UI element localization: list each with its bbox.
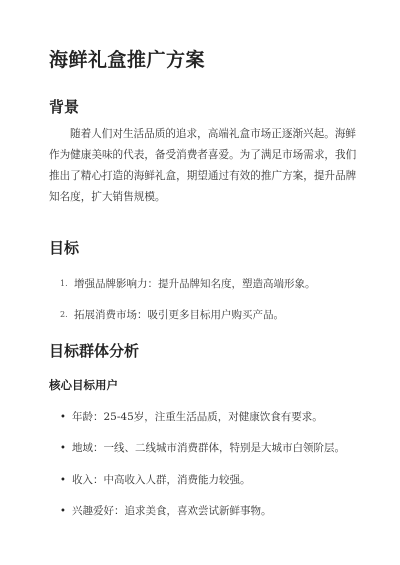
subheading-core-users: 核心目标用户 (49, 378, 118, 392)
audience-list-item (60, 409, 323, 424)
audience-list-item (60, 503, 272, 518)
audience-list-item (60, 440, 345, 455)
paragraph-line: 随着人们对生活品质的追求，高端礼盒市场正逐渐兴起。海鲜 (70, 128, 357, 140)
goal-text: 拓展消费市场：吸引更多目标用户购买产品。 (74, 309, 284, 321)
bullet-icon: • (60, 475, 66, 486)
audience-list-item (60, 472, 251, 487)
paragraph-line: 推出了精心打造的海鲜礼盒，期望通过有效的推广方案，提升品牌 (49, 170, 357, 182)
goal-list-item (60, 307, 284, 322)
paragraph-line: 知名度，扩大销售规模。 (49, 191, 166, 203)
list-number: 1. (60, 279, 68, 288)
paragraph-line: 作为健康美味的代表，备受消费者喜爱。为了满足市场需求，我们 (49, 149, 357, 161)
goal-list-item (60, 276, 316, 291)
bullet-icon: • (60, 443, 66, 454)
section-heading-goals: 目标 (49, 239, 80, 257)
audience-text: 年龄：25-45岁，注重生活品质，对健康饮食有要求。 (72, 411, 323, 423)
section-heading-background: 背景 (49, 98, 80, 116)
bullet-icon: • (60, 412, 66, 423)
section-heading-audience: 目标群体分析 (49, 342, 140, 360)
audience-text: 兴趣爱好：追求美食，喜欢尝试新鲜事物。 (72, 505, 272, 517)
background-paragraph (49, 124, 355, 208)
goal-text: 增强品牌影响力：提升品牌知名度，塑造高端形象。 (74, 278, 316, 290)
audience-text: 地域：一线、二线城市消费群体，特别是大城市白领阶层。 (72, 442, 345, 454)
list-number: 2. (60, 310, 68, 319)
bullet-icon: • (60, 506, 66, 517)
audience-text: 收入：中高收入人群，消费能力较强。 (72, 474, 251, 486)
document-title: 海鲜礼盒推广方案 (49, 49, 206, 71)
